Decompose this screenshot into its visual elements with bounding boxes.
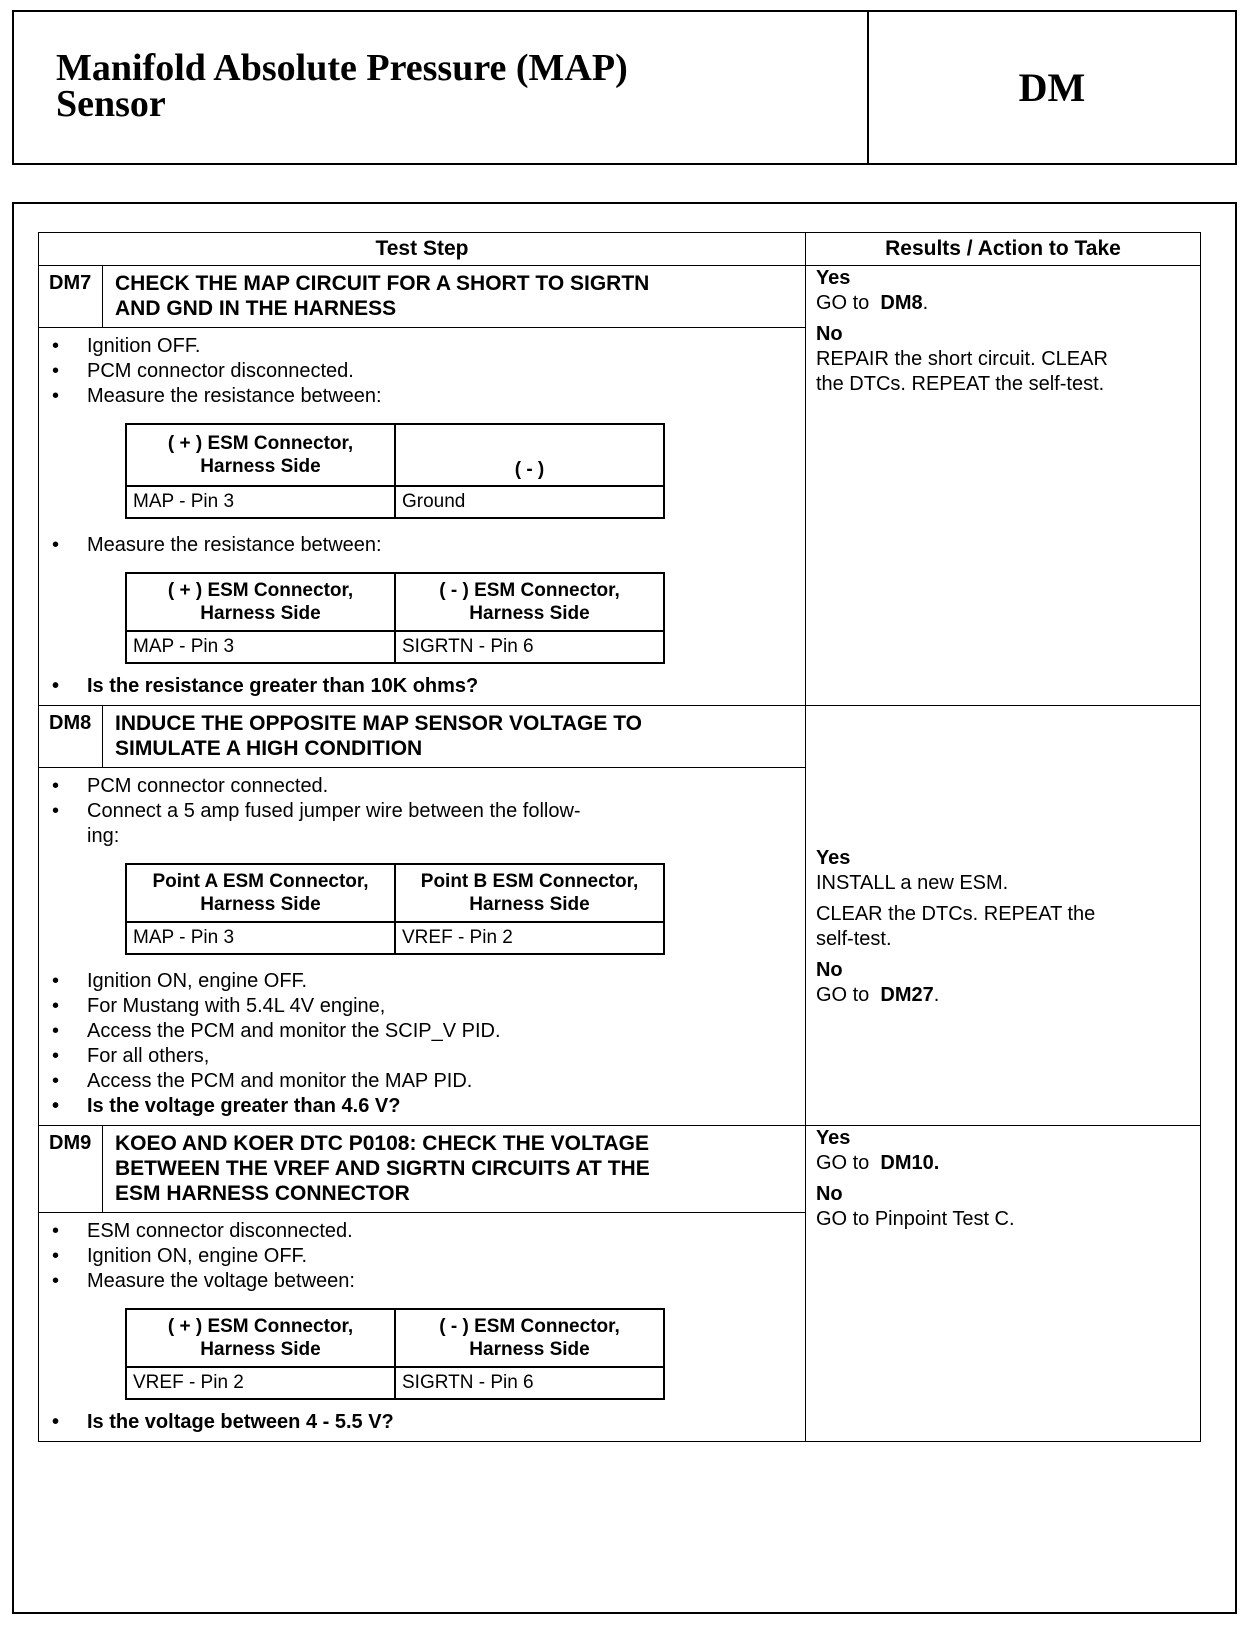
title-line-1: Manifold Absolute Pressure (MAP) [56, 47, 628, 89]
step-body [39, 327, 805, 705]
col-results: Results / Action to Take [805, 233, 1200, 266]
pin-header [126, 864, 395, 922]
pin-header-line: Harness Side [200, 456, 321, 477]
pin-value: MAP - Pin 3 [126, 922, 395, 954]
step-title-line: INDUCE THE OPPOSITE MAP SENSOR VOLTAGE TO [115, 712, 643, 735]
title-line-2: Sensor [56, 83, 166, 125]
list-item: • Access the PCM and monitor the MAP PID. [52, 1069, 805, 1094]
table-row [39, 706, 1201, 1126]
pin-header-line: ( - ) ESM Connector, [439, 580, 620, 601]
pin-header-line: ( + ) ESM Connector, [167, 1316, 354, 1337]
list-item: • PCM connector disconnected. [52, 359, 805, 384]
pin-value: VREF - Pin 2 [126, 1367, 395, 1399]
step-title [103, 1126, 805, 1212]
action-text: GO to [815, 292, 870, 314]
list-item: • Measure the voltage between: [52, 1269, 805, 1294]
pin-table [125, 1308, 665, 1400]
pin-header-line: ( - ) ESM Connector, [439, 1316, 620, 1337]
step-id: DM8 [39, 706, 103, 767]
list-item: • ESM connector disconnected. [52, 1219, 805, 1244]
pin-header [395, 1309, 664, 1367]
table-row [39, 266, 1201, 706]
list-item: • Access the PCM and monitor the SCIP_V PID. [52, 1019, 805, 1044]
pin-header-line: Harness Side [200, 603, 321, 624]
result-cell-dm7 [805, 266, 1200, 706]
bullet-list [39, 969, 805, 1119]
pin-header [126, 424, 395, 486]
yes-action [816, 1151, 1190, 1176]
bullet-list [39, 774, 805, 849]
step-id: DM7 [39, 266, 103, 327]
action-tail: . [922, 292, 929, 314]
step-title-line: AND GND IN THE HARNESS [115, 297, 397, 320]
bullet-list [39, 1410, 805, 1435]
list-item: • Connect a 5 amp fused jumper wire between the follow- [52, 799, 805, 824]
result-block [806, 266, 1200, 405]
pin-value: Ground [395, 486, 664, 518]
pin-table [125, 863, 665, 955]
title-cell [14, 12, 869, 163]
bullet-list [39, 674, 805, 699]
pin-header-line: ( - ) [514, 459, 545, 480]
pin-header [395, 864, 664, 922]
no-action: the DTCs. REPEAT the self-test. [815, 373, 1105, 395]
pin-header-line: Harness Side [469, 894, 590, 915]
action-text: GO to [815, 984, 870, 1006]
step-cell-dm8 [39, 706, 806, 1126]
no-label: No [815, 323, 843, 345]
yes-label: Yes [815, 847, 851, 869]
step-body [39, 1212, 805, 1441]
no-label: No [815, 1183, 843, 1205]
step-id: DM9 [39, 1126, 103, 1212]
step-title [103, 706, 805, 767]
step-ref: DM27 [880, 984, 934, 1006]
page-header [12, 10, 1237, 165]
pin-header-line: Harness Side [200, 894, 321, 915]
yes-action: self-test. [815, 928, 892, 950]
result-cell-dm9 [805, 1126, 1200, 1442]
pin-table [125, 572, 665, 664]
list-item: • For all others, [52, 1044, 805, 1069]
list-item: • Measure the resistance between: [52, 384, 805, 409]
pin-header-line: ( + ) ESM Connector, [167, 433, 354, 454]
yes-action: CLEAR the DTCs. REPEAT the [815, 903, 1096, 925]
step-title-line: CHECK THE MAP CIRCUIT FOR A SHORT TO SIGRTN [115, 272, 650, 295]
pin-value: SIGRTN - Pin 6 [395, 1367, 664, 1399]
bullet-list [39, 334, 805, 409]
step-ref: DM8 [880, 292, 923, 314]
step-header [39, 266, 805, 327]
pin-header-line: Point A ESM Connector, [152, 871, 369, 892]
pin-header-line: Harness Side [200, 1339, 321, 1360]
pin-header-line: Point B ESM Connector, [420, 871, 639, 892]
list-item: • Ignition OFF. [52, 334, 805, 359]
no-action: REPAIR the short circuit. CLEAR [815, 348, 1108, 370]
pin-header [395, 573, 664, 631]
step-title [103, 266, 805, 327]
test-step-table [38, 232, 1201, 1442]
page-title [56, 47, 867, 125]
action-tail: . [933, 984, 940, 1006]
result-cell-dm8 [805, 706, 1200, 1126]
no-label: No [815, 959, 843, 981]
step-question: • Is the voltage greater than 4.6 V? [52, 1094, 805, 1119]
list-item: • Ignition ON, engine OFF. [52, 969, 805, 994]
no-action: GO to Pinpoint Test C. [815, 1208, 1015, 1230]
pin-value: SIGRTN - Pin 6 [395, 631, 664, 663]
step-question: • Is the voltage between 4 - 5.5 V? [52, 1410, 805, 1435]
pin-value: VREF - Pin 2 [395, 922, 664, 954]
action-text: GO to [815, 1152, 870, 1174]
section-code: DM [1018, 65, 1086, 110]
result-block [806, 1126, 1200, 1240]
step-cell-dm9 [39, 1126, 806, 1442]
list-item: • PCM connector connected. [52, 774, 805, 799]
list-item: ing: [87, 825, 120, 847]
step-ref: DM10. [880, 1152, 940, 1174]
step-title-line: ESM HARNESS CONNECTOR [115, 1182, 410, 1205]
step-header [39, 1126, 805, 1212]
pin-header [126, 573, 395, 631]
pin-header-line: Harness Side [469, 1339, 590, 1360]
step-cell-dm7 [39, 266, 806, 706]
table-header-row [39, 233, 1201, 266]
step-title-line: KOEO AND KOER DTC P0108: CHECK THE VOLTAGE [115, 1132, 650, 1155]
pin-header-line: Harness Side [469, 603, 590, 624]
bullet-list [39, 1219, 805, 1294]
list-item: • Measure the resistance between: [52, 533, 805, 558]
pin-table [125, 423, 665, 519]
result-block [806, 706, 1200, 1016]
step-question: • Is the resistance greater than 10K ohms? [52, 674, 805, 699]
yes-action [816, 291, 1190, 316]
list-item: • For Mustang with 5.4L 4V engine, [52, 994, 805, 1019]
pin-header-line: ( + ) ESM Connector, [167, 580, 354, 601]
list-item: • Ignition ON, engine OFF. [52, 1244, 805, 1269]
yes-label: Yes [815, 267, 851, 289]
yes-label: Yes [815, 1127, 851, 1149]
col-test-step: Test Step [39, 233, 806, 266]
code-cell [869, 12, 1235, 163]
bullet-list [39, 533, 805, 558]
pin-value: MAP - Pin 3 [126, 486, 395, 518]
step-title-line: BETWEEN THE VREF AND SIGRTN CIRCUITS AT THE [115, 1157, 650, 1180]
step-title-line: SIMULATE A HIGH CONDITION [115, 737, 423, 760]
pin-header [395, 424, 664, 486]
pin-value: MAP - Pin 3 [126, 631, 395, 663]
no-action [816, 983, 1190, 1008]
yes-action: INSTALL a new ESM. [815, 872, 1009, 894]
table-row [39, 1126, 1201, 1442]
pin-header [126, 1309, 395, 1367]
step-header [39, 706, 805, 767]
step-body [39, 767, 805, 1125]
